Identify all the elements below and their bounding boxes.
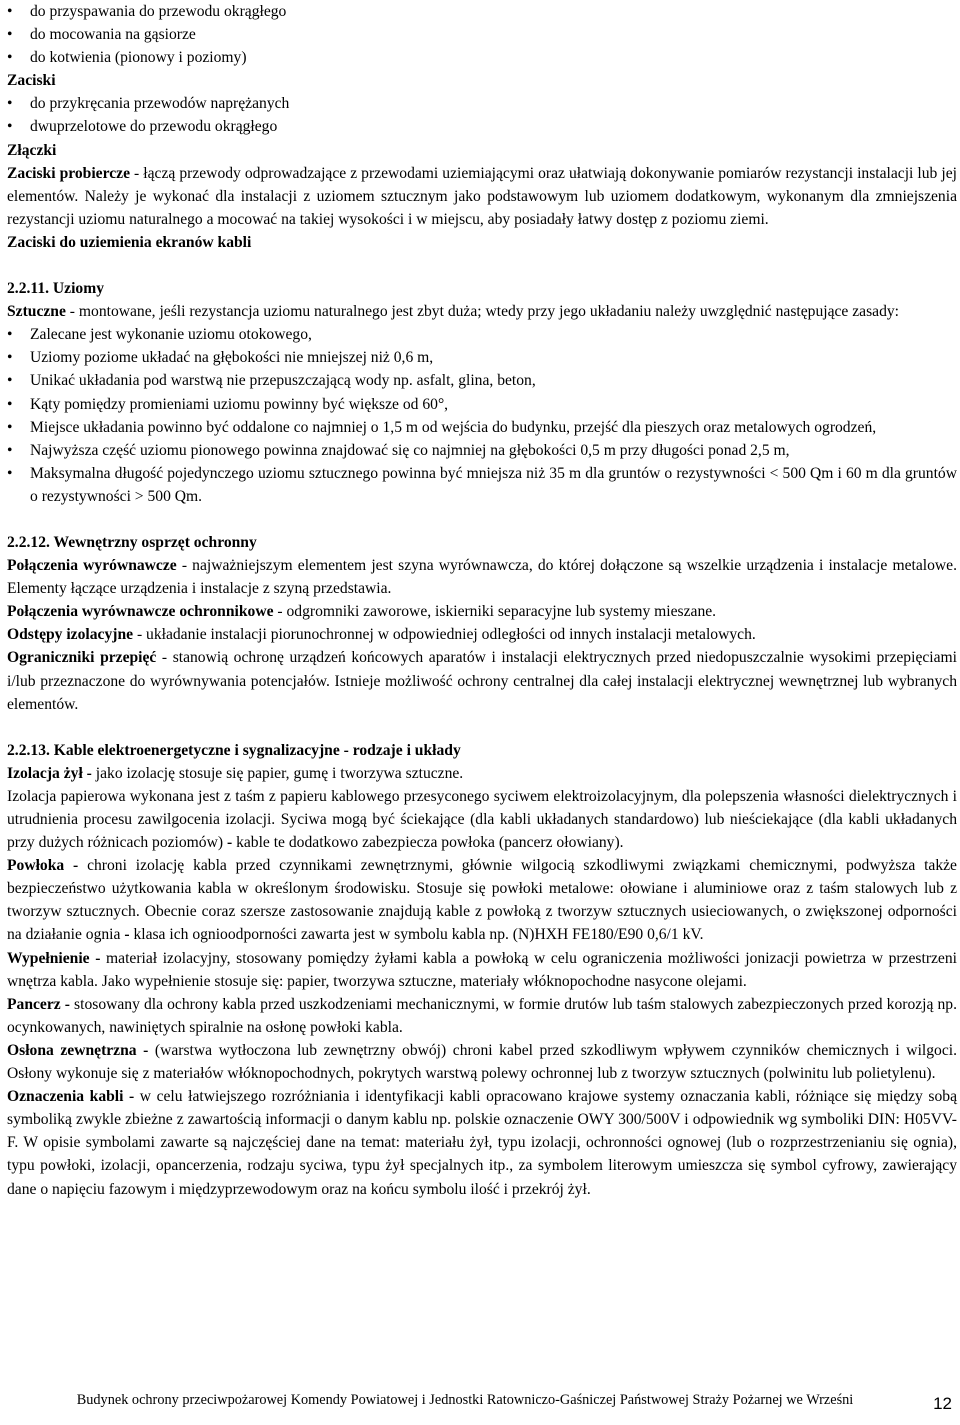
paragraph-wypelnienie xyxy=(7,947,957,993)
paragraph-polaczenia-ochronnikowe xyxy=(7,600,957,623)
list-item: • do mocowania na gąsiorze xyxy=(7,23,957,46)
section-title-2-2-11: 2.2.11. Uziomy xyxy=(7,280,105,298)
page-footer xyxy=(0,1391,960,1413)
term-bold: Ograniczniki przepięć xyxy=(7,649,157,667)
spacer xyxy=(7,254,957,277)
paragraph-pancerz xyxy=(7,993,957,1039)
paragraph-polaczenia-wyrownawcze xyxy=(7,554,957,600)
heading-zaciski-ekranow: Zaciski do uziemienia ekranów kabli xyxy=(7,233,252,251)
term-bold: Wypełnienie - xyxy=(7,949,101,967)
paragraph-text: kable te dodatkowo zabezpiecza powłoka (pancerz ołowiany). xyxy=(236,834,624,852)
list-item: • Kąty pomiędzy promieniami uziomu powinny być większe od 60°, xyxy=(7,393,957,416)
paragraph-izolacja-papierowa xyxy=(7,785,957,854)
paragraph-text: - odgromniki zaworowe, iskierniki separacyjne lub systemy mieszane. xyxy=(273,603,717,621)
paragraph-uziomy-sztuczne xyxy=(7,300,957,323)
paragraph-text: klasa ich ognioodporności zawarta jest w symbolu kabla np. (N)HXH FE180/E90 0,6/1 kV. xyxy=(133,926,704,944)
paragraph-text: (warstwa wytłoczona lub zewnętrzny obwój) chroni kabel przed szkodliwym wpływem czynników chemicznych i wilgoci. Osłony wykonuje się z materiałów włóknopochodnych, pokrytych warstwą polewy ochronnej lub z tworzyw sztucznych (polwinitu lub polietylenu). xyxy=(7,1041,957,1083)
list-item: • do kotwienia (pionowy i poziomy) xyxy=(7,46,957,69)
list-item: • Najwyższa część uziomu pionowego powinna znajdować się co najmniej na głębokości 0,5 m przy długości ponad 2,5 m, xyxy=(7,439,957,462)
term-bold: Pancerz - xyxy=(7,995,70,1013)
spacer xyxy=(7,716,957,739)
paragraph-ograniczniki-przepiec xyxy=(7,646,957,715)
paragraph-text: materiał izolacyjny, stosowany pomiędzy żyłami kabla a powłoką w celu ograniczenia możliwości jonizacji powietrza w przestrzeni wnętrza kabla. Jako wypełnienie stosuje się: papier, tworzywa sztuczne, materiały włóknopochodne nasycone olejami. xyxy=(7,949,957,990)
list-item: • dwuprzelotowe do przewodu okrągłego xyxy=(7,115,957,138)
dash-bold: - xyxy=(120,926,134,944)
term-bold: Sztuczne xyxy=(7,303,66,321)
paragraph-text: stosowany dla ochrony kabla przed uszkodzeniami mechanicznymi, w formie drutów lub taśm stalowych zabezpieczonych przed korozją np. ocynkowanych, nawiniętych spiralnie na osłonę powłoki kabla. xyxy=(7,995,957,1036)
list-item: • Zalecane jest wykonanie uziomu otokowego, xyxy=(7,323,957,346)
dash-bold: - xyxy=(223,834,237,852)
paragraph-text: Izolacja papierowa wykonana jest z taśm z papieru kablowego przesyconego syciwem elektroizolacyjnym, dla polepszenia własności dielektrycznych i utrudnienia procesu zawilgocenia izolacji. Syciwa mogą być ściekające (dla kabli układanych standardowo) lub nieściekające (dla kabli układanych przy dużych różnicach poziomów) xyxy=(7,787,957,852)
term-bold: Powłoka - xyxy=(7,857,79,875)
list-zaciski-mocujace xyxy=(7,0,957,69)
paragraph-zaciski-probiercze xyxy=(7,162,957,231)
list-item: • do przykręcania przewodów naprężanych xyxy=(7,92,957,115)
paragraph-oznaczenia-kabli xyxy=(7,1085,957,1200)
paragraph-izolacja-zyl xyxy=(7,762,957,785)
list-item: • Maksymalna długość pojedynczego uziomu sztucznego powinna być mniejsza niż 35 m dla gruntów o rezystywności < 500 Qm i 60 m dla gruntów o rezystywności > 500 Qm. xyxy=(7,462,957,508)
heading-zaciski: Zaciski xyxy=(7,72,56,90)
paragraph-text: - stanowią ochronę urządzeń końcowych aparatów i instalacji elektrycznych przed niedopuszczalnie wysokimi przepięciami i/lub przeznaczone do wyrównywania potencjałów. Istnieje możliwość ochrony centralnej dla całej instalacji elektrycznej wewnętrznej lub wybranych elementów. xyxy=(7,649,957,713)
term-bold: Izolacja żył - xyxy=(7,764,92,782)
paragraph-text: w celu łatwiejszego rozróżniania i identyfikacji kabli opracowano krajowe systemy oznaczania kabli, różniące się między sobą symboliką zwykle zbieżne z zawartością informacji o danym kablu np. polskie oznaczenie OWY 300/500V i odpowiednik wg symboliki DIN: H05VV-F. W opisie symbolami zawarte są najczęściej dane na temat: materiału żył, typu izolacji, ochronności ognowej (lub o rozprzestrzenianiu się ognia), typu powłoki, izolacji, opancerzenia, rodzaju syciwa, typu żył specjalnych itp., za symbolem literowym umieszcza się symbol cyfrowy, zawierający dane o napięciu fazowym i międzyprzewodowym oraz na końcu symbolu ilość i przekrój żył. xyxy=(7,1088,957,1198)
paragraph-text: - najważniejszym elementem jest szyna wyrównawcza, do której dołączone są wszelkie urządzenia i instalacje metalowe. Elementy łączące urządzenia i instalacje z szyną przedstawia. xyxy=(7,557,957,598)
paragraph-powloka xyxy=(7,854,957,946)
paragraph-odstepy-izolacyjne xyxy=(7,623,957,646)
footer-text: Budynek ochrony przeciwpożarowej Komendy Powiatowej i Jednostki Ratowniczo-Gaśniczej Państwowej Straży Pożarnej we Wrześni xyxy=(76,1392,854,1408)
page-number: 12 xyxy=(933,1394,952,1413)
term-bold: Zaciski probiercze xyxy=(7,164,131,182)
list-item: • Unikać układania pod warstwą nie przepuszczającą wody np. asfalt, glina, beton, xyxy=(7,369,957,392)
section-title-2-2-12: 2.2.12. Wewnętrzny osprzęt ochronny xyxy=(7,533,257,551)
heading-zlaczki: Złączki xyxy=(7,141,57,159)
paragraph-text: jako izolację stosuje się papier, gumę i tworzywa sztuczne. xyxy=(91,764,464,782)
spacer xyxy=(7,508,957,531)
paragraph-text: - łączą przewody odprowadzające z przewodami uziemiającymi oraz ułatwiają dokonywanie pomiarów rezystancji instalacji lub jej elementów. Należy je wykonać dla instalacji z uziomem sztucznym jako podstawowym lub uziomem dodatkowym, wykonanym dla zmniejszenia rezystancji uziomu naturalnego a mocować na takiej wysokości i w miejscu, aby posiadały łatwy dostęp z poziomu ziemi. xyxy=(7,164,957,228)
term-bold: Oznaczenia kabli - xyxy=(7,1088,135,1106)
term-bold: Połączenia wyrównawcze xyxy=(7,557,177,575)
paragraph-text: - montowane, jeśli rezystancja uziomu naturalnego jest zbyt duża; wtedy przy jego układaniu należy uwzględnić następujące zasady: xyxy=(65,303,899,321)
term-bold: Odstępy izolacyjne xyxy=(7,626,134,644)
list-item: • Uziomy poziome układać na głębokości nie mniejszej niż 0,6 m, xyxy=(7,346,957,369)
list-zaciski xyxy=(7,92,957,138)
page-content xyxy=(7,0,957,1201)
list-item: • do przyspawania do przewodu okrągłego xyxy=(7,0,957,23)
paragraph-text: - układanie instalacji piorunochronnej w odpowiedniej odległości od innych instalacji metalowych. xyxy=(133,626,756,644)
list-zasady-uziomy xyxy=(7,323,957,508)
list-item: • Miejsce układania powinno być oddalone co najmniej o 1,5 m od wejścia do budynku, przejść dla pieszych oraz metalowych ogrodzeń, xyxy=(7,416,957,439)
section-title-2-2-13: 2.2.13. Kable elektroenergetyczne i sygnalizacyjne - rodzaje i układy xyxy=(7,741,461,759)
term-bold: Połączenia wyrównawcze ochronnikowe xyxy=(7,603,274,621)
term-bold: Osłona zewnętrzna - xyxy=(7,1041,149,1059)
paragraph-text: chroni izolację kabla przed czynnikami zewnętrznymi, głównie wilgocią szkodliwymi związkami chemicznymi, podwyższa także bezpieczeństwo użytkowania kabla w określonym środowisku. Stosuje się powłoki metalowe: ołowiane i aluminiowe oraz z taśm stalowych lub z tworzyw sztucznych. Obecnie coraz szersze zastosowanie znajdują kable z powłoką z tworzyw sztucznych usieciowanych, o zwiększonej odporności na działanie ognia xyxy=(7,857,957,944)
paragraph-oslona-zewnetrzna xyxy=(7,1039,957,1085)
